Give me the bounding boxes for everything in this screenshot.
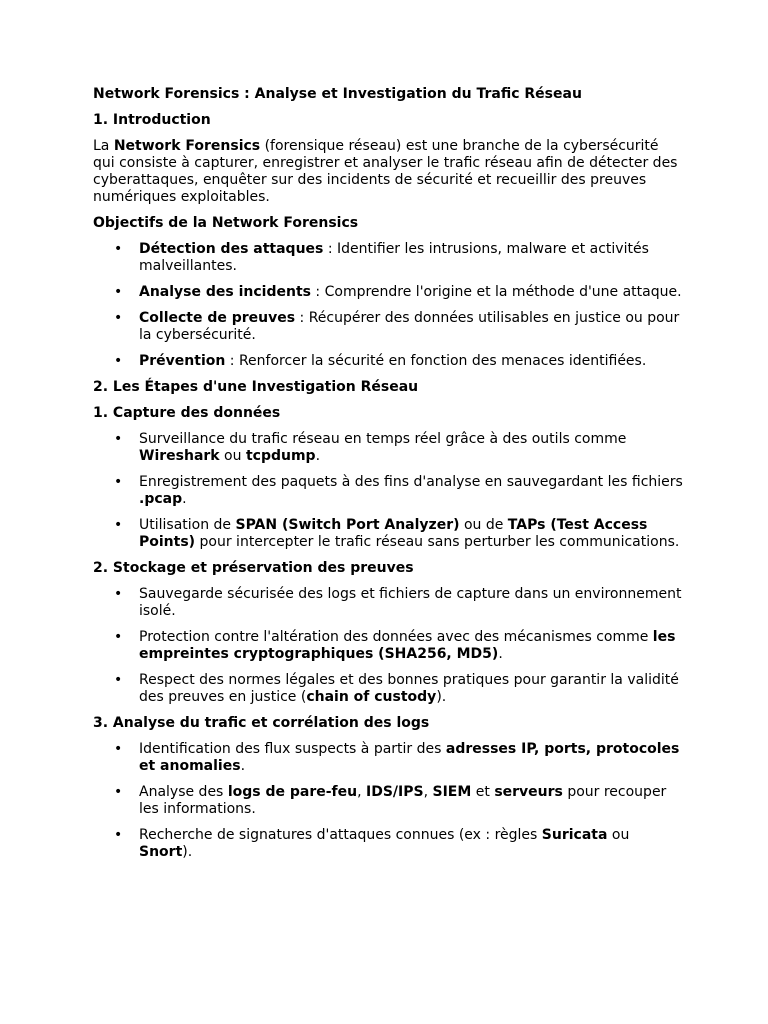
item-bold: adresses IP, ports, protocoles et anomalies — [139, 741, 680, 774]
list-item — [93, 827, 683, 861]
item-text: ou — [607, 827, 630, 843]
item-text: pour recouper les informations. — [139, 784, 667, 817]
bullet-icon: • — [114, 672, 123, 688]
bullet-icon: • — [114, 310, 123, 326]
item-bold: serveurs — [494, 784, 563, 800]
item-text: , — [357, 784, 366, 800]
objectives-heading: Objectifs de la Network Forensics — [93, 215, 359, 231]
document-title: Network Forensics : Analyse et Investigation du Trafic Réseau — [93, 86, 582, 102]
item-text: Sauvegarde sécurisée des logs et fichiers de capture dans un environnement isolé. — [139, 586, 682, 619]
item-text: Protection contre l'altération des données avec des mécanismes comme — [139, 629, 653, 645]
item-bold: Snort — [139, 844, 183, 860]
bullet-icon: • — [114, 741, 123, 757]
objective-term: Détection des attaques — [139, 241, 324, 257]
item-bold: TAPs (Test Access Points) — [139, 517, 648, 550]
item-text: ou de — [459, 517, 508, 533]
bullet-icon: • — [114, 629, 123, 645]
list-item — [93, 474, 683, 508]
item-bold: .pcap — [139, 491, 183, 507]
section-heading-steps: 2. Les Étapes d'une Investigation Réseau — [93, 379, 419, 395]
objective-text: : Récupérer des données utilisables en justice ou pour la cybersécurité. — [139, 310, 680, 343]
list-item — [93, 784, 683, 818]
item-bold: chain of custody — [306, 689, 437, 705]
list-item — [93, 353, 683, 370]
item-text: ou — [219, 448, 246, 464]
objectives-list — [93, 241, 683, 370]
capture-list — [93, 431, 683, 551]
bullet-icon: • — [114, 784, 123, 800]
bullet-icon: • — [114, 586, 123, 602]
intro-text-1: La — [93, 138, 114, 154]
bullet-icon: • — [114, 474, 123, 490]
bullet-icon: • — [114, 827, 123, 843]
item-text: ). — [182, 844, 193, 860]
item-bold: IDS/IPS — [366, 784, 424, 800]
item-text: Identification des flux suspects à partir des — [139, 741, 446, 757]
item-bold: logs de pare-feu — [227, 784, 358, 800]
objective-term: Analyse des incidents — [139, 284, 311, 300]
intro-text-2: (forensique réseau) est une branche de la cybersécurité qui consiste à capturer, enregistrer et analyser le trafic réseau afin de détecter des cyberattaques, enquêter sur des incidents de sécurité et recueillir des preuves numériques exploitables. — [93, 138, 678, 205]
item-text: Enregistrement des paquets à des fins d'analyse en sauvegardant les fichiers — [139, 474, 683, 490]
item-text: . — [498, 646, 503, 662]
item-bold: Wireshark — [139, 448, 220, 464]
objective-term: Prévention — [139, 353, 226, 369]
list-item — [93, 586, 683, 620]
bullet-icon: • — [114, 353, 123, 369]
subsection-heading-capture: 1. Capture des données — [93, 405, 281, 421]
item-bold: SIEM — [432, 784, 472, 800]
section-heading-introduction: 1. Introduction — [93, 112, 211, 128]
subsection-heading-analysis: 3. Analyse du trafic et corrélation des logs — [93, 715, 430, 731]
objective-text: : Comprendre l'origine et la méthode d'une attaque. — [310, 284, 682, 300]
objective-text: : Identifier les intrusions, malware et activités malveillantes. — [139, 241, 649, 274]
bullet-icon: • — [114, 431, 123, 447]
item-text: Recherche de signatures d'attaques connues (ex : règles — [139, 827, 542, 843]
item-text: Surveillance du trafic réseau en temps réel grâce à des outils comme — [139, 431, 627, 447]
item-text: et — [471, 784, 495, 800]
item-bold: Suricata — [541, 827, 608, 843]
analysis-list — [93, 741, 683, 861]
item-bold: SPAN (Switch Port Analyzer) — [235, 517, 460, 533]
list-item — [93, 431, 683, 465]
item-text: , — [423, 784, 433, 800]
list-item — [93, 672, 683, 706]
objective-term: Collecte de preuves — [139, 310, 296, 326]
item-text: . — [315, 448, 321, 464]
bullet-icon: • — [114, 241, 123, 257]
list-item — [93, 517, 683, 551]
bullet-icon: • — [114, 284, 123, 300]
item-text: pour intercepter le trafic réseau sans perturber les communications. — [195, 534, 680, 550]
objective-text: : Renforcer la sécurité en fonction des menaces identifiées. — [225, 353, 647, 369]
item-text: ). — [436, 689, 447, 705]
item-text: Analyse des — [139, 784, 228, 800]
item-text: . — [240, 758, 246, 774]
item-bold: tcpdump — [245, 448, 316, 464]
list-item — [93, 241, 683, 275]
item-text: Respect des normes légales et des bonnes pratiques pour garantir la validité des preuves en justice ( — [139, 672, 679, 705]
list-item — [93, 310, 683, 344]
bullet-icon: • — [114, 517, 123, 533]
item-text: . — [182, 491, 187, 507]
intro-bold-term: Network Forensics — [113, 138, 261, 154]
item-text: Utilisation de — [139, 517, 236, 533]
document-body — [93, 86, 683, 870]
intro-paragraph — [93, 138, 683, 206]
subsection-heading-storage: 2. Stockage et préservation des preuves — [93, 560, 414, 576]
list-item — [93, 629, 683, 663]
storage-list — [93, 586, 683, 706]
list-item — [93, 741, 683, 775]
list-item — [93, 284, 683, 301]
item-bold: les empreintes cryptographiques (SHA256, MD5) — [139, 629, 676, 662]
